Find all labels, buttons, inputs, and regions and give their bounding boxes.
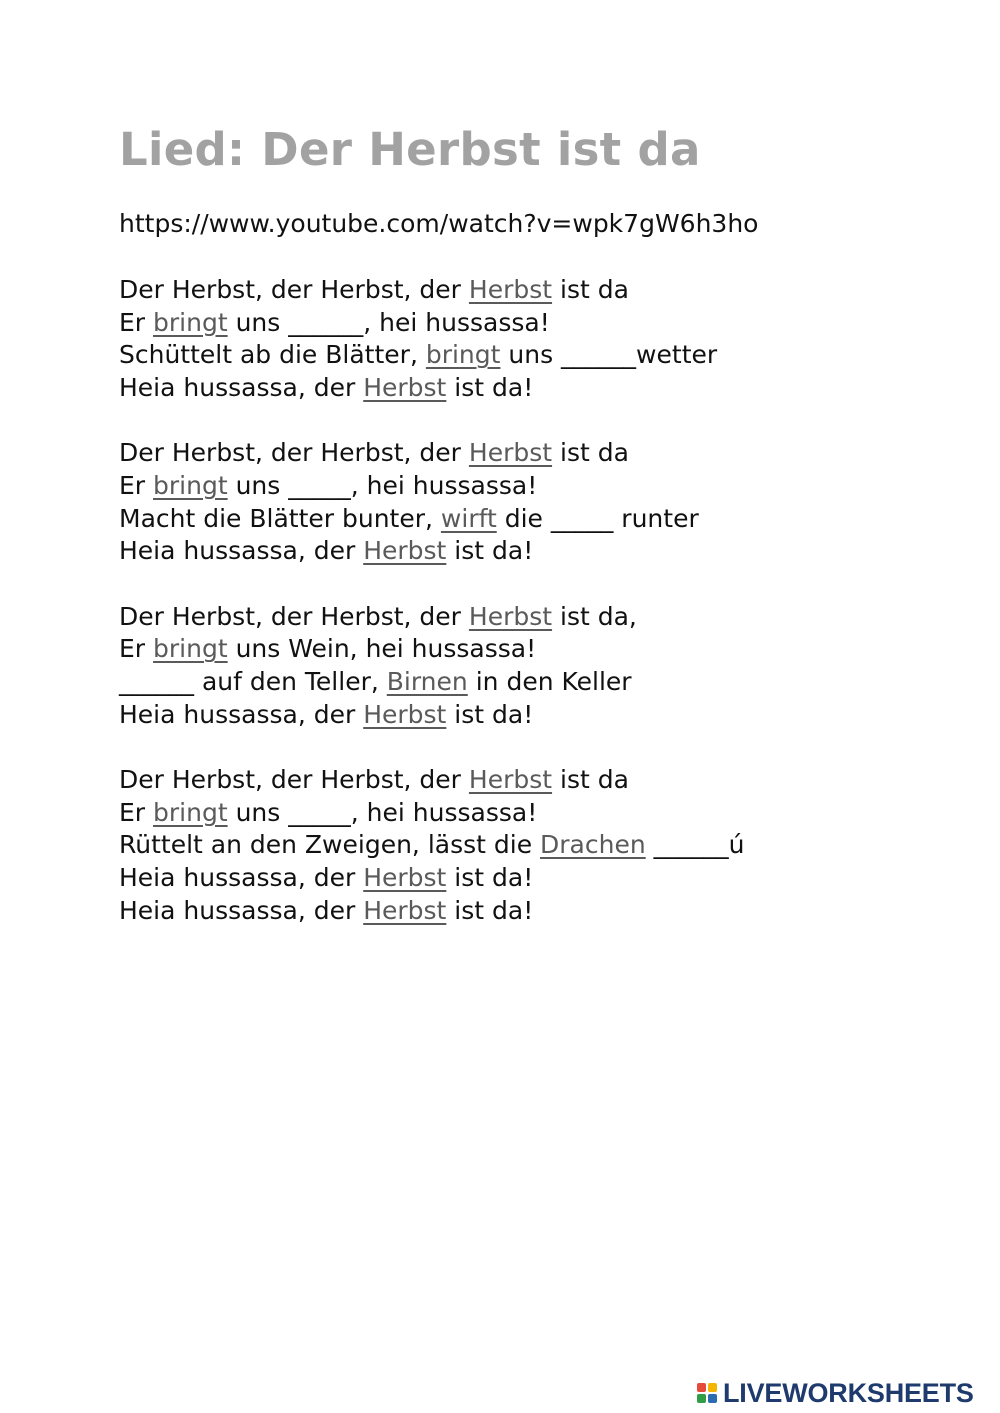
lyric-line [119,535,745,568]
lyric-text: Schüttelt ab die Blätter, [119,340,426,370]
underlined-word: Drachen [540,830,646,860]
lyric-line [119,503,745,536]
lyric-line [119,470,745,503]
underlined-word: bringt [153,307,228,337]
lyric-text: uns _____, hei hussassa! [227,470,538,500]
lyric-text: die _____ runter [496,503,699,533]
lyric-line [119,666,745,699]
underlined-word: Birnen [386,666,468,696]
lyric-text: uns _____, hei hussassa! [227,797,538,827]
lyric-line [119,601,745,634]
underlined-word: bringt [425,340,501,370]
logo-square [697,1394,706,1403]
lyric-text: Der Herbst, der Herbst, der [119,765,469,795]
underlined-word: Herbst [363,536,447,566]
underlined-word: Herbst [363,372,447,402]
lyric-text: Der Herbst, der Herbst, der [119,275,469,304]
underlined-word: Herbst [363,862,447,892]
underlined-word: Herbst [468,601,553,631]
lyric-text: ist da! [446,895,534,925]
lyric-text: Er [119,470,154,500]
lyric-text: uns Wein, hei hussassa! [227,634,537,664]
underlined-word: bringt [153,634,228,664]
underlined-word: Herbst [468,438,553,468]
lyric-line [119,797,745,830]
lyric-text: Heia hussassa, der [119,699,364,729]
liveworksheets-logo [697,1378,974,1408]
lyric-text: ______ auf den Teller, [119,666,387,696]
lyric-text: Er [119,797,154,827]
lyric-line [119,862,745,895]
lyric-text: ist da [552,765,629,795]
underlined-word: Herbst [363,895,447,925]
underlined-word: bringt [153,470,228,500]
lyric-line [119,829,745,862]
lyric-text: ist da [552,275,629,304]
lyric-text: ist da! [446,699,534,729]
video-url: https://www.youtube.com/watch?v=wpk7gW6h3ho [119,209,759,238]
lyric-text: Er [119,307,154,337]
stanza [119,274,745,404]
lyric-line [119,339,745,372]
logo-text: LIVEWORKSHEETS [723,1378,974,1408]
liveworksheets-logo-icon [697,1380,719,1406]
page-title: Lied: Der Herbst ist da [119,123,701,176]
lyric-text: Heia hussassa, der [119,862,364,892]
lyric-text: ______ú [645,830,745,860]
lyric-text: Heia hussassa, der [119,536,364,566]
lyric-text: ist da, [552,601,637,631]
lyric-text: Der Herbst, der Herbst, der [119,438,469,468]
lyric-text: ist da! [446,372,534,402]
song-lyrics [119,274,745,960]
lyric-line [119,307,745,340]
underlined-word: Herbst [468,765,553,795]
lyric-line [119,437,745,470]
stanza [119,437,745,567]
lyric-text: uns ______wetter [500,340,718,370]
underlined-word: Herbst [468,275,553,304]
lyric-text: Macht die Blätter bunter, [119,503,441,533]
lyric-text: Heia hussassa, der [119,372,364,402]
lyric-line [119,699,745,732]
lyric-line [119,764,745,797]
logo-square [697,1383,706,1392]
lyric-text: ist da! [446,536,534,566]
lyric-text: Rüttelt an den Zweigen, lässt die [119,830,541,860]
lyric-line [119,274,745,307]
logo-square [708,1383,717,1392]
lyric-text: Er [119,634,154,664]
stanza [119,601,745,731]
lyric-line [119,633,745,666]
lyric-text: Heia hussassa, der [119,895,364,925]
lyric-line [119,372,745,405]
lyric-text: uns ______, hei hussassa! [227,307,550,337]
logo-square [708,1394,717,1403]
lyric-line [119,895,745,928]
lyric-text: in den Keller [467,666,632,696]
lyric-text: ist da! [446,862,534,892]
underlined-word: Herbst [363,699,447,729]
underlined-word: bringt [153,797,228,827]
lyric-text: ist da [552,438,629,468]
stanza [119,764,745,927]
underlined-word: wirft [440,503,497,533]
lyric-text: Der Herbst, der Herbst, der [119,601,469,631]
